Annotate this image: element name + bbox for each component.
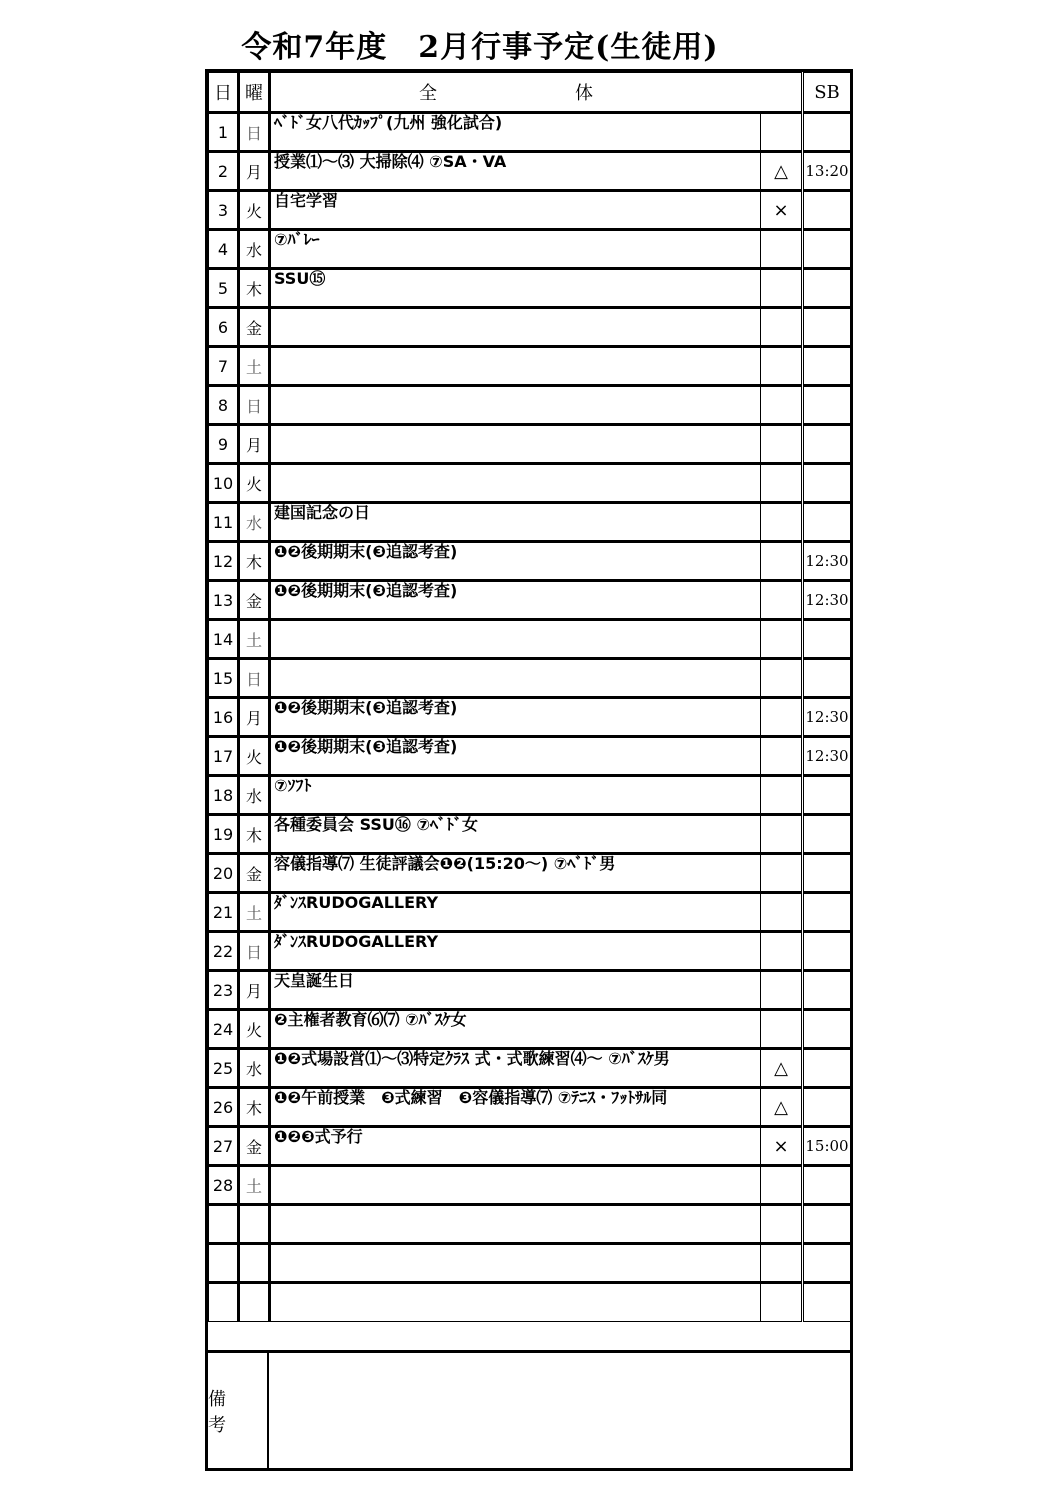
- sb-time-cell: 13:20: [803, 152, 851, 191]
- table-row: [209, 113, 851, 152]
- table-row: [209, 269, 851, 308]
- status-mark-cell: △: [761, 152, 803, 191]
- event-cell: ﾀﾞﾝｽRUDOGALLERY: [270, 893, 761, 932]
- status-mark-cell: [761, 1010, 803, 1049]
- event-cell: 授業⑴～⑶ 大掃除⑷ ⑦SA・VA: [270, 152, 761, 191]
- status-mark-cell: [761, 932, 803, 971]
- sb-time-cell: [803, 815, 851, 854]
- table-row: [209, 542, 851, 581]
- weekday-cell: 月: [239, 971, 270, 1010]
- status-mark-cell: [761, 776, 803, 815]
- day-cell: 4: [209, 230, 239, 269]
- weekday-cell: 金: [239, 581, 270, 620]
- event-cell: ❶❷後期期末(❸追認考査): [270, 542, 761, 581]
- day-cell: 28: [209, 1166, 239, 1205]
- event-cell: ❶❷後期期末(❸追認考査): [270, 698, 761, 737]
- day-cell: 21: [209, 893, 239, 932]
- weekday-cell: 木: [239, 1088, 270, 1127]
- day-cell: 1: [209, 113, 239, 152]
- event-cell: ❶❷式場設営⑴～⑶特定ｸﾗｽ 式・式歌練習⑷～ ⑦ﾊﾞｽｹ男: [270, 1049, 761, 1088]
- page-title: 令和7年度 2月行事予定(生徒用): [241, 30, 719, 65]
- table-row: [209, 1283, 851, 1322]
- sb-time-cell: [803, 620, 851, 659]
- table-row: [209, 152, 851, 191]
- status-mark-cell: △: [761, 1088, 803, 1127]
- weekday-cell: 土: [239, 620, 270, 659]
- status-mark-cell: [761, 1283, 803, 1322]
- weekday-cell: 水: [239, 230, 270, 269]
- day-cell: [209, 1205, 239, 1244]
- sb-time-cell: [803, 1010, 851, 1049]
- day-cell: 26: [209, 1088, 239, 1127]
- sb-time-cell: 15:00: [803, 1127, 851, 1166]
- day-cell: 22: [209, 932, 239, 971]
- status-mark-cell: [761, 698, 803, 737]
- day-cell: 27: [209, 1127, 239, 1166]
- status-mark-cell: [761, 425, 803, 464]
- weekday-cell: 金: [239, 854, 270, 893]
- sb-time-cell: [803, 1283, 851, 1322]
- sb-time-cell: [803, 776, 851, 815]
- sb-time-cell: [803, 1166, 851, 1205]
- status-mark-cell: [761, 347, 803, 386]
- status-mark-cell: [761, 113, 803, 152]
- weekday-cell: 火: [239, 737, 270, 776]
- status-mark-cell: [761, 503, 803, 542]
- day-cell: [209, 1244, 239, 1283]
- weekday-cell: 土: [239, 893, 270, 932]
- sb-time-cell: 12:30: [803, 542, 851, 581]
- day-cell: 7: [209, 347, 239, 386]
- day-cell: 25: [209, 1049, 239, 1088]
- day-cell: 16: [209, 698, 239, 737]
- table-row: [209, 620, 851, 659]
- weekday-cell: 月: [239, 152, 270, 191]
- table-row: [209, 1127, 851, 1166]
- status-mark-cell: [761, 581, 803, 620]
- sb-time-cell: [803, 659, 851, 698]
- table-row: [209, 854, 851, 893]
- day-cell: 6: [209, 308, 239, 347]
- day-cell: 18: [209, 776, 239, 815]
- table-row: [209, 347, 851, 386]
- sb-time-cell: [803, 308, 851, 347]
- sb-time-cell: [803, 854, 851, 893]
- table-row: [209, 737, 851, 776]
- day-cell: 2: [209, 152, 239, 191]
- table-row: [209, 971, 851, 1010]
- weekday-cell: 木: [239, 542, 270, 581]
- event-cell: ⑦ｿﾌﾄ: [270, 776, 761, 815]
- weekday-cell: 水: [239, 1049, 270, 1088]
- table-row: [209, 698, 851, 737]
- sb-time-cell: [803, 1205, 851, 1244]
- table-row: [209, 815, 851, 854]
- sb-time-cell: [803, 464, 851, 503]
- sb-time-cell: [803, 932, 851, 971]
- event-cell: [270, 308, 761, 347]
- event-cell: 各種委員会 SSU⑯ ⑦ﾍﾞﾄﾞ女: [270, 815, 761, 854]
- status-mark-cell: [761, 1205, 803, 1244]
- day-cell: 3: [209, 191, 239, 230]
- table-row: [209, 230, 851, 269]
- event-cell: 天皇誕生日: [270, 971, 761, 1010]
- status-mark-cell: ×: [761, 1127, 803, 1166]
- day-cell: 23: [209, 971, 239, 1010]
- event-cell: ❶❷午前授業 ❸式練習 ❸容儀指導⑺ ⑦ﾃﾆｽ・ﾌｯﾄｻﾙ同: [270, 1088, 761, 1127]
- weekday-cell: 月: [239, 425, 270, 464]
- table-row: [209, 581, 851, 620]
- day-cell: 17: [209, 737, 239, 776]
- day-cell: 9: [209, 425, 239, 464]
- weekday-cell: 水: [239, 776, 270, 815]
- table-row: [209, 1205, 851, 1244]
- event-cell: [270, 464, 761, 503]
- weekday-cell: 月: [239, 698, 270, 737]
- table-row: [209, 1088, 851, 1127]
- status-mark-cell: [761, 737, 803, 776]
- event-cell: ❶❷❸式予行: [270, 1127, 761, 1166]
- table-row: [209, 932, 851, 971]
- status-mark-cell: ×: [761, 191, 803, 230]
- event-cell: 建国記念の日: [270, 503, 761, 542]
- event-cell: [270, 620, 761, 659]
- weekday-cell: 日: [239, 932, 270, 971]
- table-row: [209, 776, 851, 815]
- weekday-cell: 火: [239, 1010, 270, 1049]
- status-mark-cell: △: [761, 1049, 803, 1088]
- weekday-cell: 日: [239, 113, 270, 152]
- status-mark-cell: [761, 854, 803, 893]
- event-cell: ⑦ﾊﾞﾚｰ: [270, 230, 761, 269]
- sb-time-cell: [803, 269, 851, 308]
- sb-time-cell: [803, 113, 851, 152]
- status-mark-cell: [761, 308, 803, 347]
- sb-time-cell: [803, 971, 851, 1010]
- status-mark-cell: [761, 230, 803, 269]
- sb-time-cell: [803, 425, 851, 464]
- day-cell: [209, 1283, 239, 1322]
- weekday-cell: 土: [239, 1166, 270, 1205]
- table-row: [209, 503, 851, 542]
- day-cell: 15: [209, 659, 239, 698]
- weekday-cell: 日: [239, 386, 270, 425]
- status-mark-cell: [761, 1166, 803, 1205]
- event-cell: 容儀指導⑺ 生徒評議会❶❷(15:20～) ⑦ﾍﾞﾄﾞ男: [270, 854, 761, 893]
- event-cell: ❶❷後期期末(❸追認考査): [270, 581, 761, 620]
- event-cell: ﾍﾞﾄﾞ女八代ｶｯﾌﾟ(九州 強化試合): [270, 113, 761, 152]
- table-row: [209, 659, 851, 698]
- event-cell: SSU⑮: [270, 269, 761, 308]
- weekday-cell: 水: [239, 503, 270, 542]
- weekday-cell: [239, 1205, 270, 1244]
- table-row: [209, 425, 851, 464]
- event-cell: [270, 425, 761, 464]
- weekday-cell: 木: [239, 815, 270, 854]
- schedule-table: [208, 72, 851, 1322]
- table-row: [209, 464, 851, 503]
- header-day: 日: [209, 73, 239, 113]
- weekday-cell: [239, 1283, 270, 1322]
- day-cell: 20: [209, 854, 239, 893]
- status-mark-cell: [761, 620, 803, 659]
- event-cell: ❷主権者教育⑹⑺ ⑦ﾊﾞｽｹ女: [270, 1010, 761, 1049]
- header-body: 全 体: [270, 73, 803, 113]
- header-sb: SB: [803, 73, 851, 113]
- weekday-cell: [239, 1244, 270, 1283]
- header-row: [209, 73, 851, 113]
- table-row: [209, 308, 851, 347]
- event-cell: [270, 659, 761, 698]
- event-cell: ❶❷後期期末(❸追認考査): [270, 737, 761, 776]
- sb-time-cell: [803, 1088, 851, 1127]
- table-row: [209, 1049, 851, 1088]
- status-mark-cell: [761, 893, 803, 932]
- status-mark-cell: [761, 659, 803, 698]
- day-cell: 14: [209, 620, 239, 659]
- day-cell: 11: [209, 503, 239, 542]
- sb-time-cell: [803, 503, 851, 542]
- weekday-cell: 木: [239, 269, 270, 308]
- sb-time-cell: [803, 230, 851, 269]
- status-mark-cell: [761, 971, 803, 1010]
- event-cell: 自宅学習: [270, 191, 761, 230]
- event-cell: [270, 1244, 761, 1283]
- status-mark-cell: [761, 1244, 803, 1283]
- remarks-section: [208, 1350, 850, 1468]
- header-dow: 曜: [239, 73, 270, 113]
- event-cell: ﾀﾞﾝｽRUDOGALLERY: [270, 932, 761, 971]
- sb-time-cell: 12:30: [803, 737, 851, 776]
- table-row: [209, 386, 851, 425]
- status-mark-cell: [761, 542, 803, 581]
- sb-time-cell: [803, 1244, 851, 1283]
- weekday-cell: 土: [239, 347, 270, 386]
- status-mark-cell: [761, 815, 803, 854]
- remarks-label: 備考: [208, 1353, 269, 1468]
- event-cell: [270, 1283, 761, 1322]
- weekday-cell: 金: [239, 308, 270, 347]
- weekday-cell: 日: [239, 659, 270, 698]
- table-row: [209, 893, 851, 932]
- table-row: [209, 1010, 851, 1049]
- event-cell: [270, 1205, 761, 1244]
- event-cell: [270, 386, 761, 425]
- weekday-cell: 火: [239, 464, 270, 503]
- status-mark-cell: [761, 386, 803, 425]
- sb-time-cell: 12:30: [803, 581, 851, 620]
- event-cell: [270, 347, 761, 386]
- weekday-cell: 火: [239, 191, 270, 230]
- day-cell: 19: [209, 815, 239, 854]
- weekday-cell: 金: [239, 1127, 270, 1166]
- day-cell: 8: [209, 386, 239, 425]
- sb-time-cell: [803, 386, 851, 425]
- day-cell: 12: [209, 542, 239, 581]
- table-row: [209, 191, 851, 230]
- day-cell: 5: [209, 269, 239, 308]
- sb-time-cell: 12:30: [803, 698, 851, 737]
- status-mark-cell: [761, 269, 803, 308]
- day-cell: 24: [209, 1010, 239, 1049]
- sb-time-cell: [803, 191, 851, 230]
- schedule-sheet: [205, 69, 853, 1471]
- table-row: [209, 1166, 851, 1205]
- day-cell: 13: [209, 581, 239, 620]
- event-cell: [270, 1166, 761, 1205]
- day-cell: 10: [209, 464, 239, 503]
- sb-time-cell: [803, 347, 851, 386]
- sb-time-cell: [803, 1049, 851, 1088]
- table-row: [209, 1244, 851, 1283]
- sb-time-cell: [803, 893, 851, 932]
- status-mark-cell: [761, 464, 803, 503]
